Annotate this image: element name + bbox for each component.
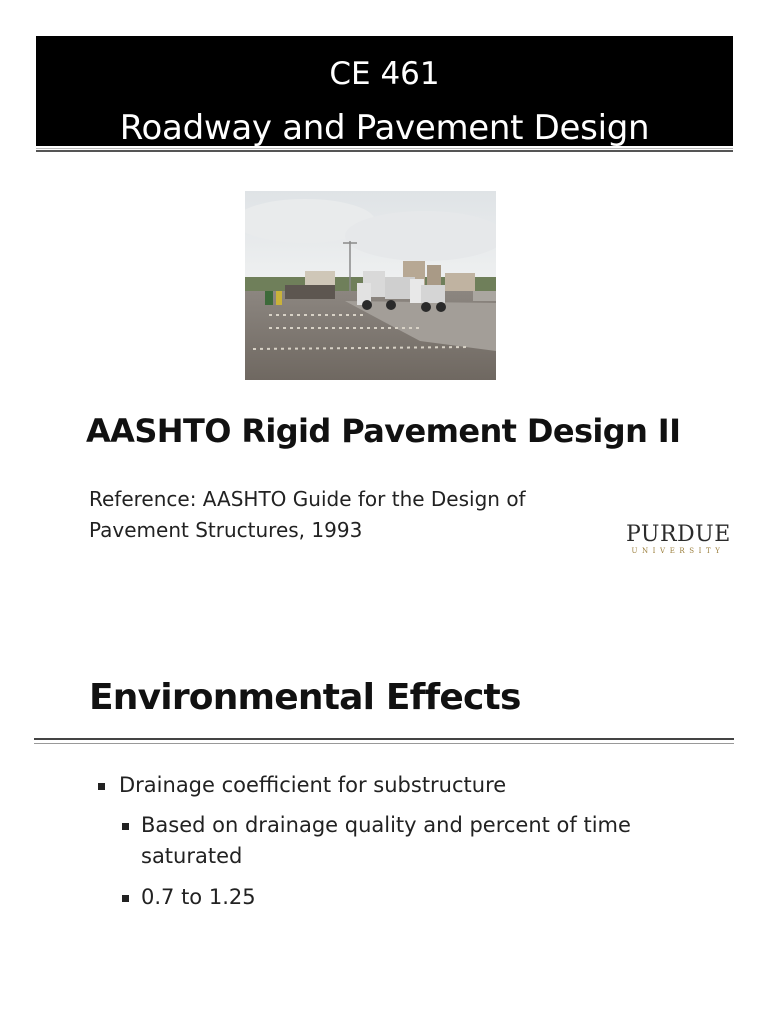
bullet-text: Based on drainage quality and percent of time saturated [141, 813, 631, 868]
sub-bullet-item [141, 810, 701, 872]
section-divider [34, 738, 734, 744]
bullet-item [119, 770, 719, 801]
sub-bullet-item [141, 882, 701, 913]
reference-text: Reference: AASHTO Guide for the Design of Pavement Structures, 1993 [89, 487, 526, 542]
slide-2 [0, 600, 768, 1024]
bullet-square-icon [122, 823, 129, 830]
title-divider [36, 148, 733, 152]
course-title: Roadway and Pavement Design [119, 108, 650, 148]
course-code: CE 461 [329, 56, 440, 92]
section-title: Environmental Effects [89, 677, 521, 718]
logo-subtext: UNIVERSITY [631, 547, 725, 555]
bullet-square-icon [122, 895, 129, 902]
pavement-construction-photo [245, 191, 496, 380]
purdue-logo [626, 523, 730, 559]
title-bar [36, 36, 733, 146]
bullet-text: Drainage coefficient for substructure [119, 773, 507, 797]
lecture-subtitle: AASHTO Rigid Pavement Design II [86, 412, 681, 450]
bullet-square-icon [98, 783, 105, 790]
logo-wordmark: PURDUE [626, 522, 731, 547]
bullet-text: 0.7 to 1.25 [141, 885, 256, 909]
